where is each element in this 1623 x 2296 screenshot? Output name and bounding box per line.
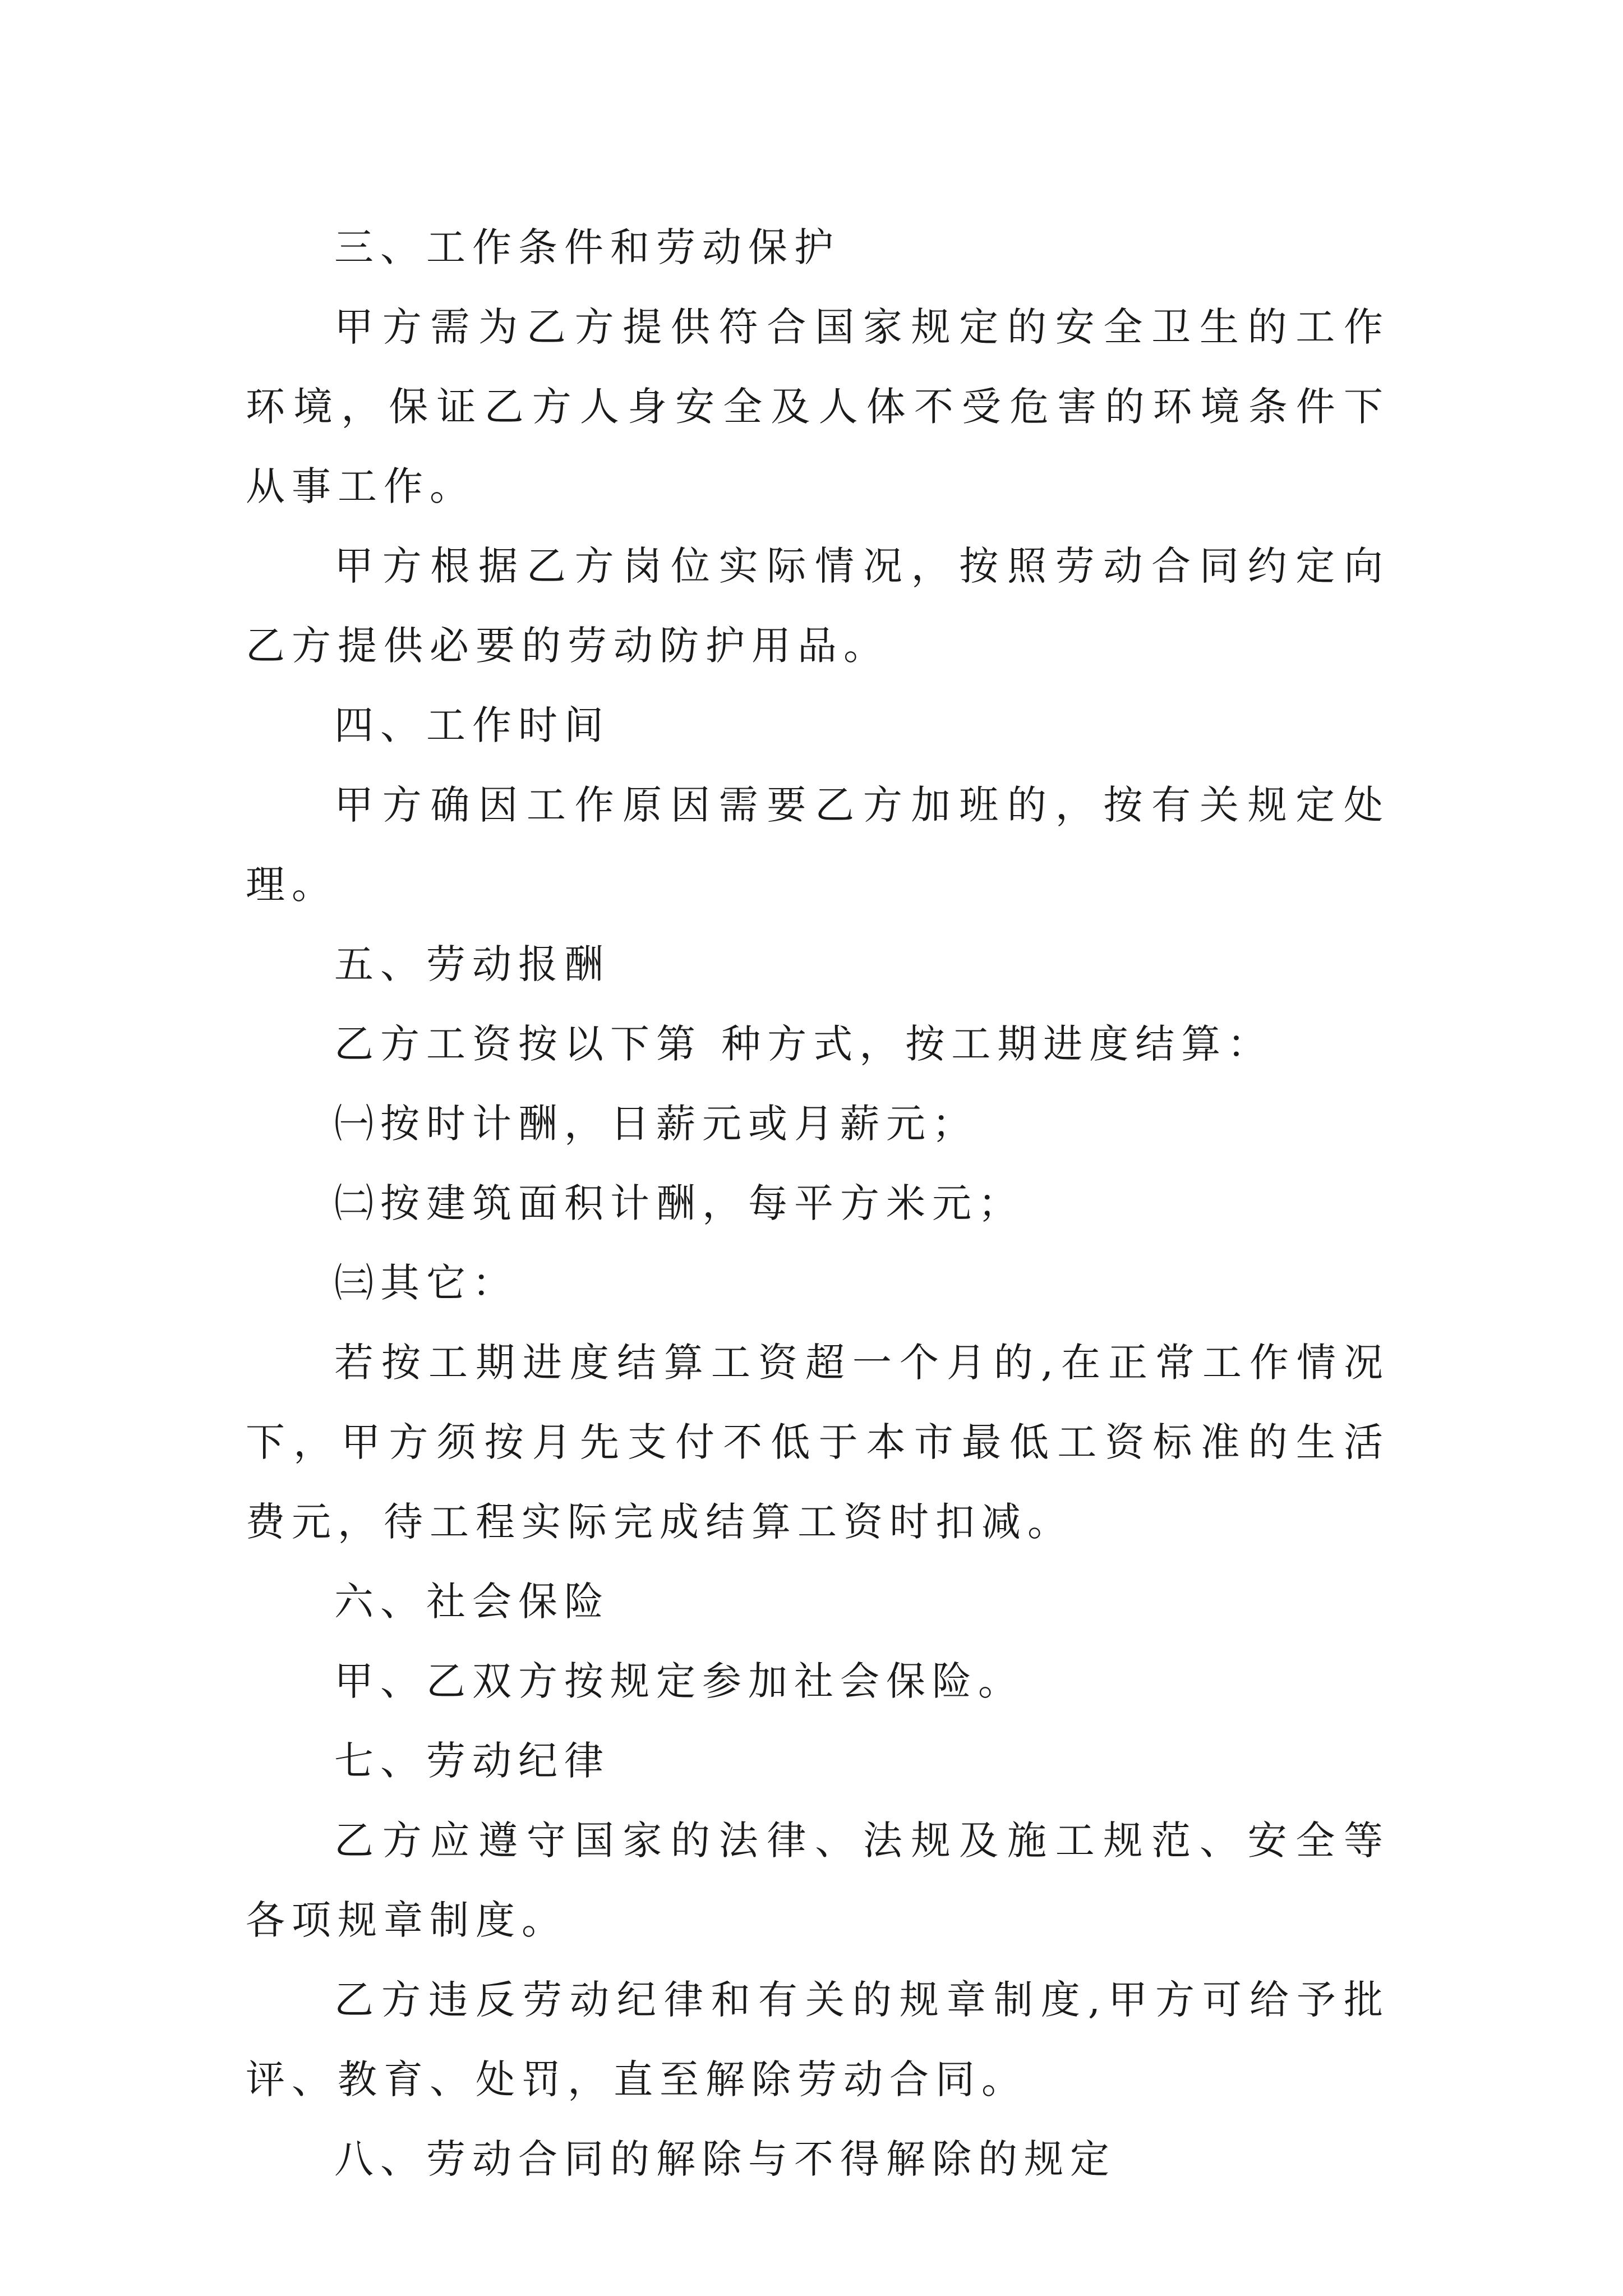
paragraph-discipline-violation: 乙方违反劳动纪律和有关的规章制度,甲方可给予批评、教育、处罚，直至解除劳动合同。 [246, 1977, 1390, 2102]
section-heading-working-hours: 四、工作时间 [334, 702, 610, 748]
paragraph-protective-equipment: 甲方根据乙方岗位实际情况，按照劳动合同约定向乙方提供必要的劳动防护用品。 [246, 543, 1390, 669]
section-heading-remuneration: 五、劳动报酬 [334, 941, 610, 987]
section-heading-social-insurance: 六、社会保险 [334, 1579, 610, 1625]
list-item-other-pay: ㈢其它： [334, 1260, 518, 1306]
paragraph-comply-regulations: 乙方应遵守国家的法律、法规及施工规范、安全等各项规章制度。 [246, 1818, 1390, 1943]
paragraph-wage-method: 乙方工资按以下第 种方式，按工期进度结算： [334, 1021, 1274, 1067]
section-heading-labor-discipline: 七、劳动纪律 [334, 1738, 610, 1784]
paragraph-living-allowance: 若按工期进度结算工资超一个月的,在正常工作情况下，甲方须按月先支付不低于本市最低工资标准的生活费元，待工程实际完成结算工资时扣减。 [246, 1340, 1390, 1545]
paragraph-safe-environment: 甲方需为乙方提供符合国家规定的安全卫生的工作环境，保证乙方人身安全及人体不受危害的环境条件下从事工作。 [246, 304, 1390, 509]
paragraph-social-insurance: 甲、乙双方按规定参加社会保险。 [334, 1658, 1024, 1704]
section-heading-working-conditions: 三、工作条件和劳动保护 [334, 224, 840, 270]
list-item-area-based-pay: ㈡按建筑面积计酬，每平方米元； [334, 1180, 1024, 1226]
section-heading-contract-termination: 八、劳动合同的解除与不得解除的规定 [334, 2136, 1116, 2182]
list-item-time-based-pay: ㈠按时计酬，日薪元或月薪元； [334, 1101, 978, 1147]
paragraph-overtime: 甲方确因工作原因需要乙方加班的，按有关规定处理。 [246, 782, 1390, 908]
document-body [246, 208, 1390, 2199]
